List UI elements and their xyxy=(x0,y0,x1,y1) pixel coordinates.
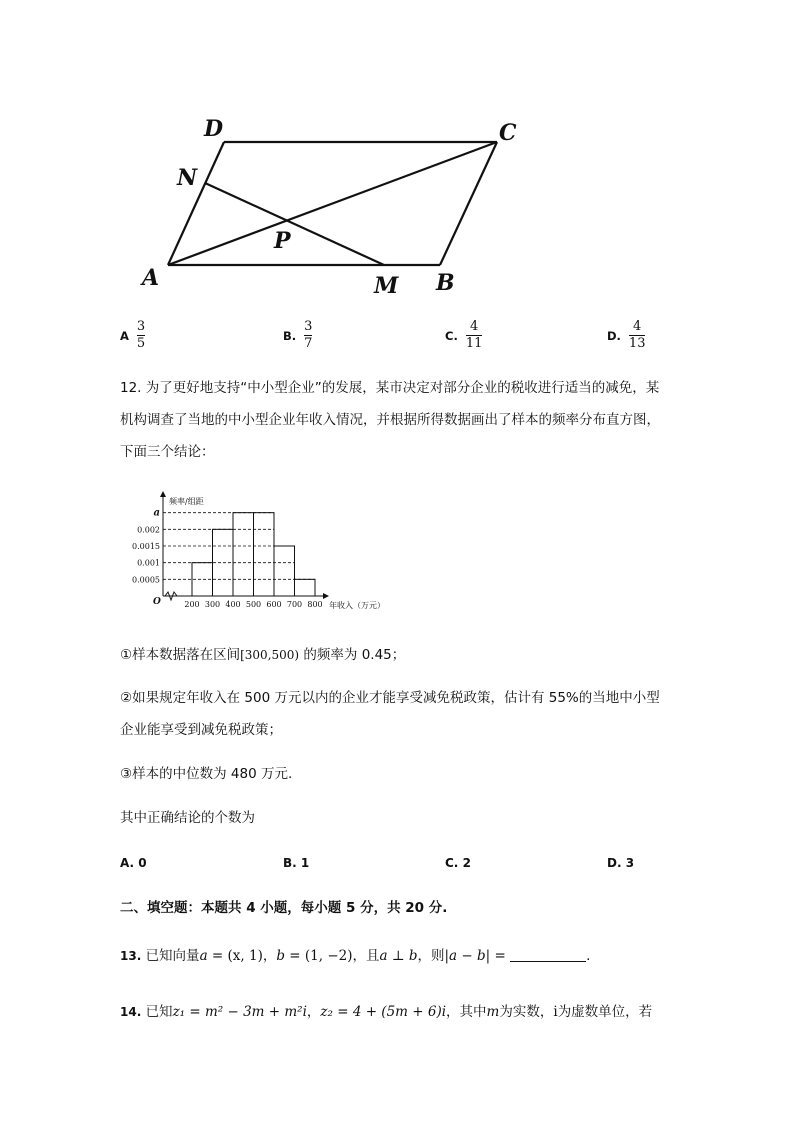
x-tick-label: 800 xyxy=(307,600,323,609)
q11-option-a[interactable] xyxy=(120,320,145,351)
q12-option-b[interactable] xyxy=(283,853,309,873)
perp-expr: a ⊥ b xyxy=(379,948,418,964)
conclusion-1-interval: [300,500) xyxy=(240,648,300,662)
fraction: $\frac{3}{5}$ xyxy=(136,319,146,351)
histogram-bar xyxy=(254,513,275,596)
option-text: 3 xyxy=(625,856,635,870)
q14-text-4: 为虚数单位，若 xyxy=(557,1004,653,1020)
y-tick-label: 0.001 xyxy=(137,558,160,568)
q12-question: 其中正确结论的个数为 xyxy=(120,810,255,826)
label-p: P xyxy=(274,228,291,254)
q12-line-3: 下面三个结论： xyxy=(120,444,215,460)
q14-number: 14. xyxy=(120,1005,142,1019)
q13-sep: ， xyxy=(262,948,277,964)
q12-option-a[interactable] xyxy=(120,853,147,873)
q13-number: 13. xyxy=(120,949,142,963)
conclusion-1-pre: ①样本数据落在区间 xyxy=(120,647,241,663)
option-letter: D. xyxy=(607,856,622,870)
z1-expr: z₁ = m² − 3m + m²i xyxy=(172,1004,307,1020)
q13-text-1: 已知向量 xyxy=(145,948,200,964)
label-c: C xyxy=(499,120,517,146)
y-tick-label: 0.0015 xyxy=(132,542,160,551)
q12-option-d[interactable] xyxy=(607,853,634,873)
section-2-heading: 二、填空题：本题共 4 小题，每小题 5 分，共 20 分. xyxy=(120,900,448,916)
q13 xyxy=(120,946,590,966)
q11-option-b[interactable] xyxy=(283,320,312,351)
origin-label: O xyxy=(153,597,161,607)
histogram-bar xyxy=(295,579,316,596)
histogram-bar xyxy=(274,546,295,596)
vector-a: a xyxy=(199,948,208,964)
option-letter: A xyxy=(120,328,129,343)
vector-b-value: = (1, −2) xyxy=(285,948,353,964)
x-tick-label: 700 xyxy=(286,600,303,609)
q12-line-1: 12. 为了更好地支持“中小型企业”的发展，某市决定对部分企业的税收进行适当的减免，某 xyxy=(120,380,660,396)
label-n: N xyxy=(177,165,198,191)
option-text: 2 xyxy=(462,856,471,870)
answer-blank[interactable] xyxy=(510,947,586,962)
option-letter: B. xyxy=(283,328,297,343)
z2-expr: z₂ = 4 + (5m + 6)i xyxy=(320,1004,447,1020)
q13-end: . xyxy=(586,948,591,964)
fraction: $\frac{3}{7}$ xyxy=(304,319,313,351)
q12-line-2: 机构调查了当地的中小型企业年收入情况，并根据所得数据画出了样本的频率分布直方图， xyxy=(120,412,660,428)
q11-option-c[interactable] xyxy=(445,320,482,351)
conclusion-1 xyxy=(120,645,405,665)
abs-expr: |a − b| = xyxy=(444,948,506,964)
conclusion-2-line-1: ②如果规定年收入在 500 万元以内的企业才能享受减免税政策，估计有 55%的当地中小型 xyxy=(120,690,660,706)
option-letter: B. xyxy=(283,856,297,870)
q14-text-3: 为实数， xyxy=(499,1004,554,1020)
vector-a-value: = (x, 1) xyxy=(207,948,263,964)
conclusion-2-line-2: 企业能享受到减免税政策； xyxy=(120,722,282,738)
label-a: A xyxy=(142,265,160,291)
x-tick-label: 200 xyxy=(184,600,200,609)
vector-b: b xyxy=(276,948,285,964)
label-d: D xyxy=(204,116,224,142)
option-letter: C. xyxy=(445,856,459,870)
q14-sep: ， xyxy=(306,1004,321,1020)
option-text: 0 xyxy=(138,856,147,870)
label-b: B xyxy=(436,270,455,296)
q12-option-c[interactable] xyxy=(445,853,471,873)
fraction: $\frac{4}{11}$ xyxy=(465,319,483,351)
q13-text-3: ，则 xyxy=(417,948,445,964)
label-m: M xyxy=(374,273,399,299)
x-tick-label: 500 xyxy=(245,600,262,609)
y-tick-label: 0.0005 xyxy=(132,575,160,585)
parallelogram-figure xyxy=(130,110,550,310)
conclusion-1-post: 的频率为 0.45； xyxy=(299,647,406,663)
y-tick-label: a xyxy=(153,507,160,519)
x-tick-label: 400 xyxy=(225,600,241,609)
option-letter: D. xyxy=(607,328,621,343)
fraction: $\frac{4}{13}$ xyxy=(628,319,646,351)
frequency-histogram xyxy=(128,490,398,615)
x-tick-label: 300 xyxy=(204,600,221,609)
q14 xyxy=(120,1002,652,1022)
conclusion-3: ③样本的中位数为 480 万元. xyxy=(120,766,293,782)
q13-text-2: ，且 xyxy=(352,948,380,964)
histogram-bar xyxy=(233,513,254,596)
q14-text-1: 已知 xyxy=(145,1004,173,1020)
x-axis-label: 年收入（万元） xyxy=(329,601,385,610)
option-letter: C. xyxy=(445,328,458,343)
q11-option-d[interactable] xyxy=(607,320,645,351)
y-tick-label: 0.002 xyxy=(137,525,160,535)
option-text: 1 xyxy=(300,856,310,870)
y-axis-label: 频率/组距 xyxy=(169,497,204,506)
q14-text-2: ，其中 xyxy=(446,1004,487,1020)
option-letter: A. xyxy=(120,856,135,870)
var-m: m xyxy=(486,1004,500,1020)
var-i: i xyxy=(553,1004,558,1020)
x-tick-label: 600 xyxy=(266,600,282,609)
